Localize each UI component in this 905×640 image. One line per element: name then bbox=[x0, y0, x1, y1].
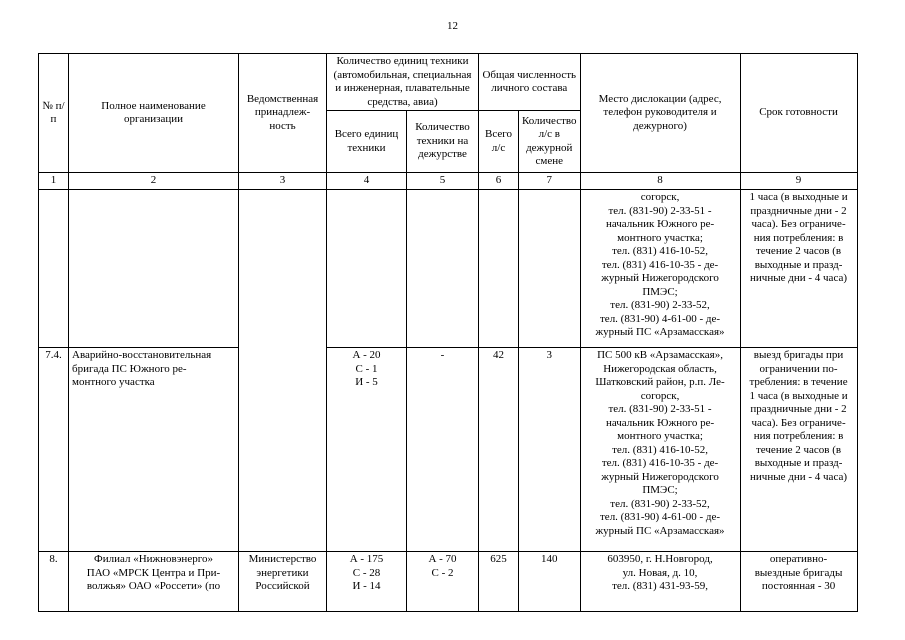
name-line: монтного участка bbox=[72, 376, 155, 388]
header-equip-duty: Количество техники на дежурстве bbox=[407, 111, 479, 173]
row-dept bbox=[239, 552, 327, 612]
readiness-line: выходные и празд- bbox=[754, 457, 843, 469]
column-number: 1 bbox=[39, 173, 69, 190]
row-equip-total bbox=[327, 348, 407, 552]
readiness-line: выходные и празд- bbox=[754, 258, 843, 271]
location-line: тел. (831-90) 4-61-00 - де- bbox=[600, 312, 721, 325]
row-staff-shift: 140 bbox=[519, 552, 581, 612]
header-readiness: Срок готовности bbox=[740, 54, 857, 173]
readiness-line: часа). Без ограниче- bbox=[751, 218, 846, 230]
row-readiness bbox=[740, 348, 857, 552]
location-line: тел. (831-90) 4-61-00 - де- bbox=[600, 511, 721, 523]
location-line: тел. (831) 416-10-35 - де- bbox=[601, 258, 719, 271]
row-location bbox=[580, 552, 740, 612]
location-line: начальник Южного ре- bbox=[605, 416, 715, 429]
header-equip-total: Всего единиц техники bbox=[327, 111, 407, 173]
header-dept: Ведомственная принадлеж- ность bbox=[239, 54, 327, 173]
dept-line: Министерство bbox=[248, 553, 317, 565]
row-location bbox=[580, 348, 740, 552]
location-line: журный Нижегородского bbox=[601, 272, 719, 284]
row-readiness bbox=[740, 552, 857, 612]
location-line: журный ПС «Арзамасская» bbox=[595, 326, 725, 338]
row-dept bbox=[239, 190, 327, 552]
location-line: тел. (831-90) 2-33-52, bbox=[610, 299, 710, 311]
row-name bbox=[69, 552, 239, 612]
location-line: тел. (831-90) 2-33-51 - bbox=[608, 403, 712, 415]
row-num bbox=[39, 190, 69, 348]
row-name bbox=[69, 190, 239, 348]
row-staff-total bbox=[479, 190, 519, 348]
table-row bbox=[39, 552, 858, 612]
readiness-line: требления: в течение bbox=[749, 376, 848, 388]
readiness-line: выезд бригады при bbox=[753, 349, 844, 361]
location-line: тел. (831) 416-10-35 - де- bbox=[601, 457, 719, 469]
header-staff-group: Общая численность личного состава bbox=[479, 54, 581, 111]
location-line: тел. (831) 416-10-52, bbox=[612, 245, 708, 257]
column-number: 5 bbox=[407, 173, 479, 190]
location-line: монтного участка; bbox=[617, 430, 703, 442]
readiness-line: часа). Без ограниче- bbox=[751, 416, 846, 429]
equip-line: И - 14 bbox=[352, 580, 381, 592]
readiness-line: 1 часа (в выходные и bbox=[749, 389, 848, 402]
dept-line: Российской bbox=[255, 580, 310, 592]
readiness-line: постоянная - 30 bbox=[761, 580, 836, 592]
header-location: Место дислокации (адрес, телефон руководителя и дежурного) bbox=[580, 54, 740, 173]
column-number: 3 bbox=[239, 173, 327, 190]
equip-line: И - 5 bbox=[355, 376, 378, 388]
row-staff-shift: 3 bbox=[519, 348, 581, 552]
row-equip-duty bbox=[407, 190, 479, 348]
header-num: № п/п bbox=[39, 54, 69, 173]
header-equip-group: Количество единиц техники (автомобильная, специальная и инженерная, плавательные средства, авиа) bbox=[327, 54, 479, 111]
readiness-line: ния потребления: в bbox=[753, 430, 844, 442]
readiness-line: ничные дни - 4 часа) bbox=[750, 272, 848, 284]
row-equip-duty bbox=[407, 552, 479, 612]
readiness-line: ограничении по- bbox=[759, 362, 838, 375]
equip-line: А - 20 bbox=[352, 349, 381, 361]
column-number: 7 bbox=[519, 173, 581, 190]
page-number: 12 bbox=[447, 20, 458, 32]
location-line: согорск, bbox=[640, 191, 680, 203]
column-number: 6 bbox=[479, 173, 519, 190]
column-number: 4 bbox=[327, 173, 407, 190]
table-row bbox=[39, 190, 858, 348]
location-line: тел. (831-90) 2-33-51 - bbox=[608, 204, 712, 217]
table-row bbox=[39, 348, 858, 552]
location-line: ПМЭС; bbox=[642, 484, 678, 496]
location-line: монтного участка; bbox=[617, 231, 703, 244]
column-number: 2 bbox=[69, 173, 239, 190]
location-line: согорск, bbox=[640, 389, 680, 402]
row-equip-total bbox=[327, 552, 407, 612]
row-location bbox=[580, 190, 740, 348]
name-line: бригада ПС Южного ре- bbox=[72, 362, 187, 375]
location-line: тел. (831) 431-93-59, bbox=[612, 580, 708, 592]
row-staff-total: 42 bbox=[479, 348, 519, 552]
column-number: 9 bbox=[740, 173, 857, 190]
name-line: волжья» ОАО «Россети» (по bbox=[86, 580, 221, 592]
dept-line: энергетики bbox=[256, 566, 309, 579]
readiness-line: 1 часа (в выходные и bbox=[749, 191, 848, 203]
row-num: 7.4. bbox=[39, 348, 69, 552]
equip-line: А - 175 bbox=[349, 553, 384, 565]
location-line: начальник Южного ре- bbox=[605, 218, 715, 230]
row-readiness bbox=[740, 190, 857, 348]
location-line: тел. (831) 416-10-52, bbox=[612, 443, 708, 456]
readiness-line: ничные дни - 4 часа) bbox=[750, 470, 848, 483]
row-name bbox=[69, 348, 239, 552]
readiness-line: праздничные дни - 2 bbox=[750, 204, 847, 217]
row-staff-total: 625 bbox=[479, 552, 519, 612]
location-line: ул. Новая, д. 10, bbox=[622, 566, 698, 579]
name-line: ПАО «МРСК Центра и При- bbox=[86, 566, 221, 579]
location-line: тел. (831-90) 2-33-52, bbox=[610, 497, 710, 510]
header-staff-total: Всего л/с bbox=[479, 111, 519, 173]
name-line: Аварийно-восстановительная bbox=[72, 349, 212, 361]
equip-line: А - 70 bbox=[428, 553, 457, 565]
column-numbers-row bbox=[39, 173, 858, 190]
readiness-line: ния потребления: в bbox=[753, 231, 844, 244]
location-line: 603950, г. Н.Новгород, bbox=[607, 553, 713, 565]
name-line: Филиал «Нижновэнерго» bbox=[94, 553, 213, 565]
column-number: 8 bbox=[580, 173, 740, 190]
row-equip-duty: - bbox=[407, 348, 479, 552]
row-num: 8. bbox=[39, 552, 69, 612]
header-staff-shift: Количество л/с в дежурной смене bbox=[519, 111, 581, 173]
row-equip-total bbox=[327, 190, 407, 348]
location-line: журный Нижегородского bbox=[601, 470, 719, 483]
readiness-line: течение 2 часов (в bbox=[755, 443, 842, 456]
row-staff-shift bbox=[519, 190, 581, 348]
location-line: ПМЭС; bbox=[642, 285, 678, 298]
readiness-line: праздничные дни - 2 bbox=[750, 403, 847, 415]
header-name: Полное наименование организации bbox=[69, 54, 239, 173]
readiness-line: выездные бригады bbox=[754, 566, 843, 579]
readiness-line: оперативно- bbox=[769, 553, 828, 565]
location-line: Шатковский район, р.п. Ле- bbox=[595, 376, 725, 388]
equip-line: С - 1 bbox=[355, 362, 378, 375]
location-line: ПС 500 кВ «Арзамасская», bbox=[597, 349, 723, 361]
location-line: журный ПС «Арзамасская» bbox=[595, 524, 725, 537]
rescue-units-table bbox=[38, 53, 858, 612]
location-line: Нижегородская область, bbox=[603, 362, 717, 375]
equip-line: С - 2 bbox=[431, 566, 454, 579]
equip-line: С - 28 bbox=[352, 566, 381, 579]
readiness-line: течение 2 часов (в bbox=[755, 245, 842, 257]
